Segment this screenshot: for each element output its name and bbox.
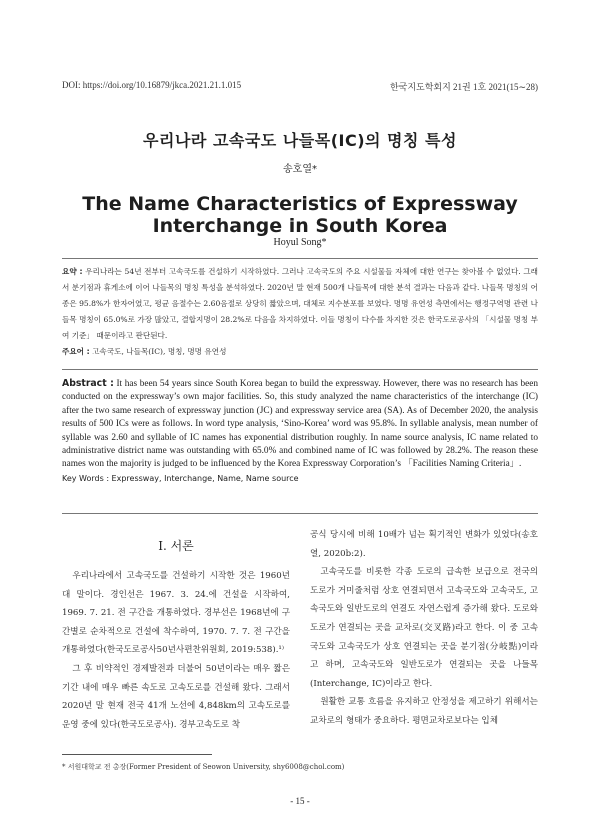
korean-abstract (62, 264, 538, 360)
korean-abstract-text: 우리나라는 54년 전부터 고속국도를 건설하기 시작하였다. 그러나 고속국도의 주요 시설물들 자체에 대한 연구는 찾아볼 수 없었다. 그래서 분기점과 휴게소에 이어 나들목의 명칭 특성을 분석하였다. 2020년 말 현재 500개 나들목에 대한 분석 결과는 다음과 같다. 나들목 명칭의 어종은 95.8%가 한자어였고, 평균 음절수는 2.60음절로 상당히 짧았으며, 대체로 지수분포를 보였다. 명명 유연성 측면에서는 행정구역명 관련 나들목 명칭이 65.0%로 가장 많았고, 결합지명이 28.2%로 다음을 차지하였다. 이들 명칭이 다수를 차지한 것은 한국도로공사의 「시설물 명칭 부여 기준」 때문이라고 판단된다. (62, 267, 538, 340)
bottom-divider (62, 513, 538, 514)
english-title-line2: Interchange in South Korea (152, 215, 448, 237)
korean-keywords-label: 주요어 : (62, 347, 90, 356)
top-divider (62, 258, 538, 259)
english-keywords-label: Key Words : (62, 473, 110, 483)
journal-citation: 한국지도학회지 21권 1호 2021(15∼28) (389, 82, 538, 92)
body-paragraph: 고속국도를 비롯한 각종 도로의 급속한 보급으로 전국의 도로가 거미줄처럼 상호 연결되면서 고속국도와 고속국도, 고속국도와 일반도로의 연결도 자연스럽게 증가해 왔다. 도로와 도로가 연결되는 곳을 교차로(交叉路)라고 한다. 이 중 고속국도와 고속국도가 상호 연결되는 곳을 분기점(分岐點)이라고 하며, 고속국도와 일반도로가 연결되는 곳을 나들목(Interchange, IC)이라고 한다. (310, 567, 538, 689)
footnote-divider (62, 754, 212, 755)
author-footnote: * 서원대학교 전 총장(Former President of Seowon University, shy6008@chol.com) (62, 763, 345, 771)
body-paragraph: 공식 당시에 비해 10배가 넘는 획기적인 변화가 있었다(송호열, 2020b:2). (310, 530, 538, 559)
korean-author: 송호열* (283, 164, 317, 175)
english-author: Hoyul Song* (273, 237, 327, 248)
body-paragraph: 그 후 비약적인 경제발전과 더불어 50년이라는 매우 짧은 기간 내에 매우 빠른 속도로 고속도로를 건설해 왔다. 그래서 2020년 말 현재 전국 41개 노선에 4,848km의 고속도로를 운영 중에 있다(한국도로공사). 경부고속도로 착 (62, 663, 290, 730)
english-title (0, 193, 600, 237)
korean-title: 우리나라 고속국도 나들목(IC)의 명칭 특성 (143, 131, 457, 150)
body-column-right (310, 526, 538, 731)
middle-divider (62, 369, 538, 370)
section-heading: Ⅰ. 서론 (158, 539, 194, 553)
korean-abstract-label: 요약 : (62, 267, 83, 276)
body-paragraph: 원활한 교통 흐름을 유지하고 안정성을 제고하기 위해서는 교차로의 형태가 중요하다. 평면교차로보다는 입체 (310, 697, 538, 726)
body-paragraph: 우리나라에서 고속국도를 건설하기 시작한 것은 1960년대 말이다. 경인선은 1967. 3. 24.에 건설을 시작하여, 1969. 7. 21. 전 구간을 개통하였다. 경부선은 1968년에 구간별로 순차적으로 건설에 착수하여, 1970. 7. 7. 전 구간을 개통하였다(한국도로공사50년사편찬위원회, 2019:538).¹⁾ (62, 571, 290, 656)
doi-text[interactable]: DOI: https://doi.org/10.16879/jkca.2021.21.1.015 (62, 80, 242, 90)
body-column-left (62, 567, 290, 734)
english-abstract-label: Abstract : (62, 378, 114, 389)
english-abstract (62, 377, 538, 486)
page-number: - 15 - (290, 796, 310, 806)
english-abstract-text: It has been 54 years since South Korea began to build the expressway. However, there was no research has been conducted on the expressway’s own major facilities. So, this study analyzed the name characteristics of the interchange (IC) after the two same research of expressway junction (JC) and expressway service area (SA). As of December 2020, the analysis results of 500 ICs were as follows. In word type analysis, ‘Sino-Korea’ word was 95.8%. In syllable analysis, mean number of syllable was 2.60 and syllable of IC names has exponential distribution roughly. In name source analysis, IC name related to administrative district name was outstanding with 65.0% and combined name of IC was followed by 28.2%. The reason these names won the majority is judged to be influenced by the Korea Expressway Corporation’s 「Facilities Naming Criteria」. (62, 379, 538, 470)
korean-keywords-text: 고속국도, 나들목(IC), 명칭, 명명 유연성 (89, 347, 227, 356)
english-title-line1: The Name Characteristics of Expressway (82, 193, 518, 215)
english-keywords-text: Expressway, Interchange, Name, Name source (109, 473, 299, 483)
